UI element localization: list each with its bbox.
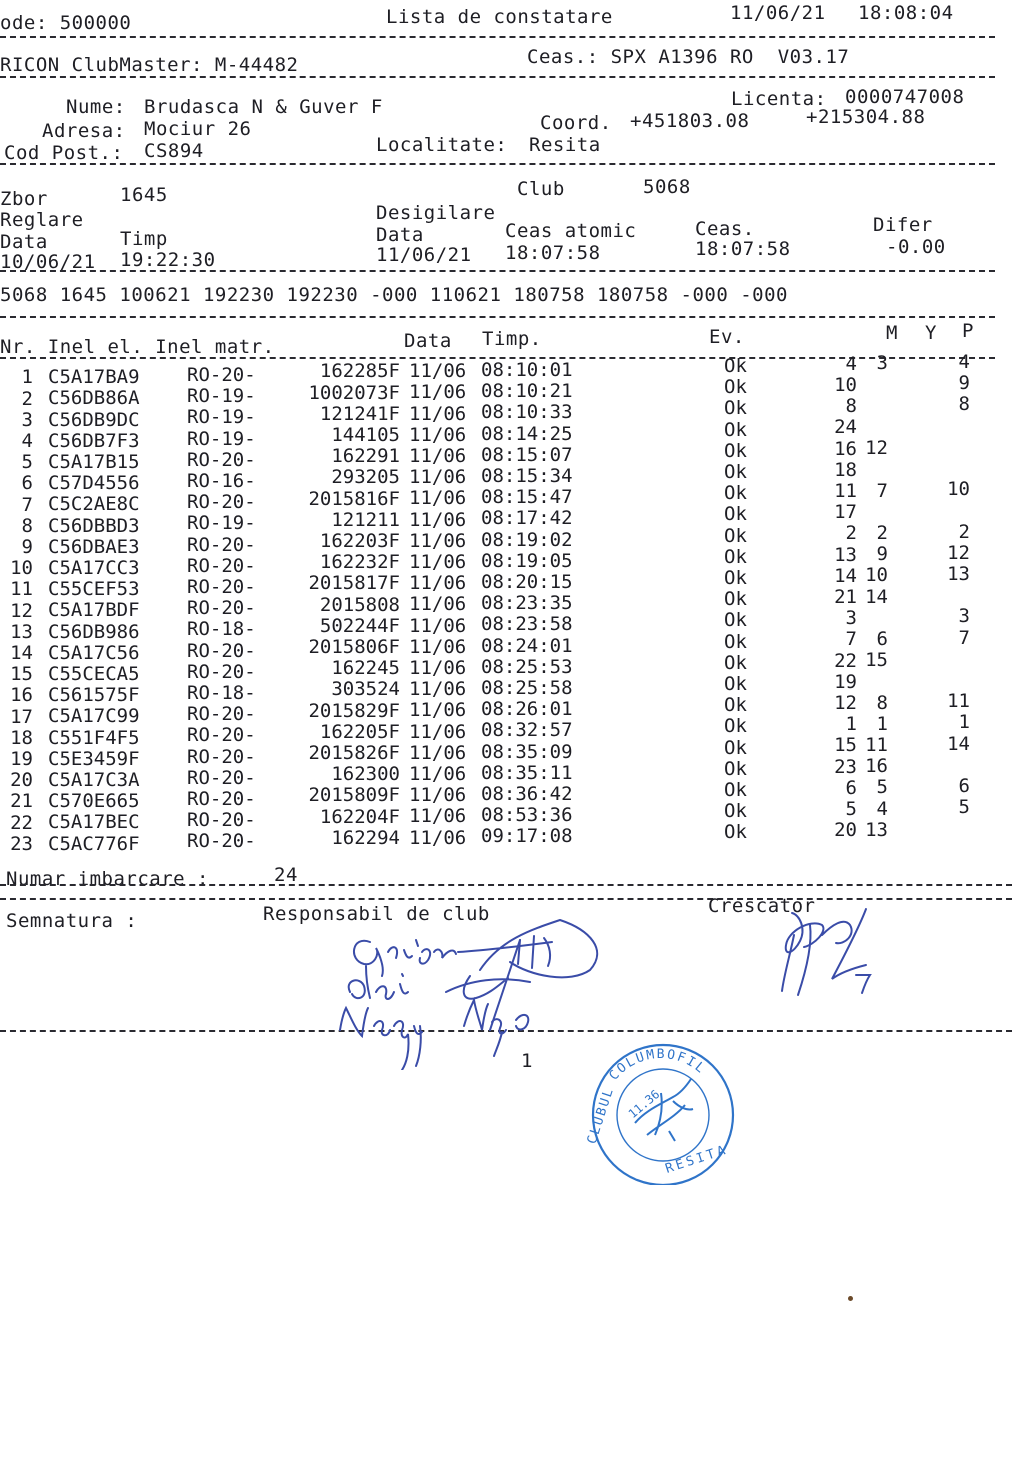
cell-matr: 502244F [319, 614, 400, 637]
cell-pre: RO-19- [187, 385, 256, 408]
clubmaster-id: RICON ClubMaster: M-44482 [0, 54, 299, 76]
cell-c2: 9 [876, 543, 888, 566]
cell-el: C55CEF53 [48, 578, 140, 601]
cell-el: C5A17CC3 [48, 557, 140, 579]
cell-pre: RO-20- [187, 533, 256, 556]
cell-pre: RO-20- [187, 724, 256, 747]
cell-c1: 1 [845, 713, 857, 736]
cell-ev: Ok [724, 757, 747, 780]
cell-date: 11/06 [409, 805, 467, 828]
cell-matr: 162294 [331, 826, 400, 849]
cell-ev: Ok [724, 418, 747, 441]
cell-matr: 162291 [331, 445, 400, 468]
column-header-ev: Ev. [709, 326, 745, 348]
owner-locality: Resita [529, 134, 601, 156]
cell-ev: Ok [724, 800, 747, 823]
cell-pre: RO-19- [187, 512, 256, 535]
reglare-label: Reglare [0, 209, 84, 231]
cell-date: 11/06 [409, 402, 467, 425]
cell-el: C56DB7F3 [48, 429, 140, 452]
cell-el: C5A17C56 [48, 641, 140, 664]
stamp-text-bottom: RESITA [663, 1142, 731, 1177]
coord-lon: +215304.88 [806, 106, 926, 128]
page-number: 1 [521, 1050, 533, 1072]
cell-c3: 4 [958, 350, 970, 373]
owner-name: Brudasca N & Guver F [144, 96, 383, 118]
cell-matr: 162232F [319, 551, 400, 574]
cell-nr: 17 [10, 705, 33, 728]
cell-date: 11/06 [409, 572, 467, 595]
cell-date: 11/06 [409, 360, 467, 383]
cell-time: 08:25:58 [481, 677, 573, 700]
cell-nr: 11 [10, 578, 33, 601]
cell-c3: 1 [958, 711, 970, 734]
cell-pre: RO-16- [187, 469, 256, 492]
cell-time: 08:32:57 [481, 719, 573, 742]
cell-pre: RO-20- [187, 660, 256, 683]
column-header-y: Y [925, 322, 937, 344]
cell-pre: RO-18- [187, 618, 256, 641]
cell-c1: 6 [845, 776, 857, 799]
cell-matr: 2015826F [308, 742, 400, 764]
cell-c2: 7 [876, 479, 888, 502]
cell-c1: 3 [845, 607, 857, 630]
cell-c2: 8 [876, 691, 888, 714]
header-date: 11/06/21 [730, 2, 826, 24]
column-header-rings: Nr. Inel el. Inel matr. [0, 336, 275, 358]
cell-c1: 10 [834, 374, 857, 397]
cell-ev: Ok [724, 779, 747, 802]
cell-nr: 2 [21, 387, 33, 410]
divider [0, 163, 995, 165]
desigilare-label: Desigilare [376, 202, 496, 224]
cell-c1: 12 [834, 692, 857, 715]
cell-pre: RO-20- [187, 597, 256, 620]
signature-label: Semnatura : [6, 910, 138, 932]
timp-label: Timp [120, 228, 168, 250]
cell-nr: 19 [10, 748, 33, 771]
cell-ev: Ok [724, 524, 747, 547]
divider [0, 76, 995, 78]
locality-label: Localitate: [376, 134, 508, 156]
ink-speck [848, 1296, 853, 1301]
cell-matr: 1002073F [308, 381, 400, 404]
cell-pre: RO-20- [187, 830, 256, 853]
cell-time: 08:10:01 [481, 359, 573, 382]
cell-c3: 10 [947, 478, 970, 501]
cell-time: 08:17:42 [481, 507, 573, 530]
cell-nr: 10 [10, 557, 33, 580]
cell-pre: RO-19- [187, 427, 256, 450]
cell-c1: 18 [834, 458, 857, 481]
cell-matr: 2015829F [308, 699, 400, 722]
cell-el: C5A17BDF [48, 599, 140, 622]
code-label: ode: 500000 [0, 12, 132, 34]
cell-el: C56DBAE3 [48, 535, 140, 558]
cell-nr: 14 [10, 642, 33, 665]
cell-pre: RO-20- [187, 703, 256, 726]
column-header-time: Timp. [482, 328, 542, 350]
cell-nr: 6 [21, 472, 33, 495]
cell-ev: Ok [724, 376, 747, 399]
name-label: Nume: [66, 96, 126, 118]
cell-matr: 162204F [319, 805, 400, 828]
cell-pre: RO-20- [187, 575, 256, 598]
difer-label: Difer [873, 214, 933, 236]
cell-c2: 13 [865, 818, 888, 841]
cell-time: 08:36:42 [481, 783, 573, 806]
ceas-label: Ceas. [695, 218, 755, 240]
cell-nr: 3 [21, 408, 33, 431]
cell-el: C56DB986 [48, 620, 140, 643]
cell-c3: 13 [947, 562, 970, 585]
cell-c2: 14 [865, 585, 888, 608]
cell-matr: 162300 [331, 763, 400, 786]
cell-pre: RO-20- [187, 554, 256, 577]
cell-pre: RO-20- [187, 809, 256, 832]
cell-ev: Ok [724, 651, 747, 674]
cell-date: 11/06 [409, 508, 467, 531]
cell-matr: 162285F [319, 360, 400, 383]
cell-time: 08:20:15 [481, 571, 573, 594]
cell-c3: 8 [958, 393, 970, 416]
cell-c3: 11 [947, 690, 970, 713]
cell-date: 11/06 [409, 699, 467, 722]
cell-c1: 23 [834, 755, 857, 778]
cell-c2: 16 [865, 755, 888, 778]
cell-date: 11/06 [409, 529, 467, 552]
data-label: Data [0, 231, 48, 253]
cell-date: 11/06 [409, 826, 467, 849]
cell-time: 08:15:47 [481, 486, 573, 509]
cell-date: 11/06 [409, 720, 467, 743]
cell-date: 11/06 [409, 423, 467, 446]
cell-pre: RO-20- [187, 448, 256, 471]
cell-el: C5A17BEC [48, 811, 140, 834]
cell-time: 08:15:07 [481, 443, 573, 466]
breeder-label: Crescator [708, 895, 816, 917]
cell-time: 08:35:11 [481, 761, 573, 784]
atomic-time: 18:07:58 [505, 242, 601, 264]
cell-nr: 7 [21, 493, 33, 516]
cell-c2: 10 [865, 564, 888, 587]
cell-el: C56DBBD3 [48, 514, 140, 537]
cell-c1: 15 [834, 734, 857, 757]
cell-nr: 9 [21, 536, 33, 559]
cell-c2: 5 [876, 776, 888, 799]
cell-c1: 2 [845, 522, 857, 545]
cell-time: 08:25:53 [481, 655, 573, 678]
boarding-label: Numar imbarcare : [6, 868, 209, 890]
cell-el: C551F4F5 [48, 726, 140, 749]
cell-ev: Ok [724, 673, 747, 696]
club-stamp [575, 1035, 745, 1185]
cell-c2: 6 [876, 627, 888, 650]
cell-matr: 2015808 [319, 593, 400, 616]
cell-pre: RO-18- [187, 681, 256, 704]
cell-el: C561575F [48, 684, 140, 707]
stamp-text-left: CLUBUL [584, 1085, 618, 1146]
cell-date: 11/06 [409, 678, 467, 701]
cell-date: 11/06 [409, 445, 467, 468]
cell-matr: 303524 [331, 678, 400, 701]
cell-nr: 15 [10, 663, 33, 686]
cell-nr: 12 [10, 599, 33, 622]
cell-ev: Ok [724, 355, 747, 378]
cell-el: C57D4556 [48, 472, 140, 495]
cell-ev: Ok [724, 736, 747, 759]
cell-pre: RO-20- [187, 491, 256, 514]
cell-ev: Ok [724, 567, 747, 590]
club-label: Club [517, 178, 565, 200]
cell-c1: 11 [834, 480, 857, 503]
cell-ev: Ok [724, 439, 747, 462]
ceas-time: 18:07:58 [695, 238, 791, 260]
cell-date: 11/06 [409, 551, 467, 574]
club-number: 5068 [643, 176, 691, 198]
cell-time: 08:24:01 [481, 634, 573, 657]
cell-c1: 20 [834, 819, 857, 842]
cell-time: 08:26:01 [481, 698, 573, 721]
cell-ev: Ok [724, 715, 747, 738]
cell-el: C5E3459F [48, 747, 140, 770]
cell-nr: 1 [21, 366, 33, 389]
cell-ev: Ok [724, 503, 747, 526]
cell-nr: 16 [10, 684, 33, 707]
cell-matr: 2015809F [308, 784, 400, 807]
code-line: 5068 1645 100621 192230 192230 -000 110621 180758 180758 -000 -000 [0, 284, 788, 306]
cell-ev: Ok [724, 588, 747, 611]
cell-c3: 7 [958, 626, 970, 649]
cell-ev: Ok [724, 482, 747, 505]
cell-date: 11/06 [409, 381, 467, 404]
cell-time: 08:19:02 [481, 528, 573, 551]
cell-c1: 5 [845, 798, 857, 821]
cell-c1: 17 [834, 501, 857, 524]
coord-lat: +451803.08 [630, 110, 750, 132]
cell-matr: 121211 [331, 508, 400, 531]
cell-c3: 2 [958, 520, 970, 543]
coord-label: Coord. [540, 112, 612, 134]
cell-nr: 5 [21, 451, 33, 474]
data2-label: Data [376, 224, 424, 246]
document-title: Lista de constatare [386, 6, 613, 28]
cell-time: 08:23:35 [481, 592, 573, 615]
clock-id: Ceas.: SPX A1396 RO V03.17 [527, 46, 850, 68]
cell-nr: 13 [10, 620, 33, 643]
cell-nr: 23 [10, 832, 33, 855]
cell-time: 08:10:21 [481, 380, 573, 403]
cell-matr: 2015816F [308, 487, 400, 510]
owner-address: Mociur 26 [144, 118, 252, 140]
postcode-label: Cod Post.: [4, 142, 124, 164]
cell-matr: 293205 [331, 466, 400, 489]
cell-c2: 2 [876, 521, 888, 544]
cell-nr: 18 [10, 726, 33, 749]
cell-c2: 11 [865, 733, 888, 756]
column-header-m: M [886, 322, 898, 344]
cell-c2: 12 [865, 437, 888, 460]
cell-matr: 162203F [319, 530, 400, 552]
cell-nr: 22 [10, 811, 33, 834]
cell-time: 08:15:34 [481, 465, 573, 488]
atomic-label: Ceas atomic [505, 220, 637, 242]
header-time: 18:08:04 [858, 2, 954, 24]
divider [0, 316, 995, 318]
cell-c3: 14 [947, 732, 970, 755]
cell-c3: 3 [958, 605, 970, 628]
zbor-number: 1645 [120, 184, 168, 206]
column-header-date: Data [404, 330, 452, 352]
cell-ev: Ok [724, 609, 747, 632]
cell-c1: 14 [834, 564, 857, 587]
reglare-date: 10/06/21 [0, 251, 96, 273]
cell-time: 08:53:36 [481, 804, 573, 827]
address-label: Adresa: [42, 120, 126, 142]
cell-c1: 13 [834, 543, 857, 566]
cell-time: 08:14:25 [481, 422, 573, 445]
cell-el: C56DB86A [48, 387, 140, 410]
cell-ev: Ok [724, 545, 747, 568]
divider [0, 36, 995, 38]
cell-date: 11/06 [409, 487, 467, 510]
cell-matr: 121241F [319, 402, 400, 425]
cell-nr: 21 [10, 790, 33, 813]
cell-date: 11/06 [409, 763, 467, 786]
cell-matr: 2015817F [308, 572, 400, 595]
cell-c2: 4 [876, 797, 888, 820]
cell-c3: 12 [947, 541, 970, 564]
cell-time: 08:35:09 [481, 740, 573, 763]
cell-ev: Ok [724, 821, 747, 844]
cell-date: 11/06 [409, 657, 467, 680]
cell-nr: 20 [10, 769, 33, 792]
cell-pre: RO-20- [187, 787, 256, 810]
cell-matr: 162205F [319, 720, 400, 743]
cell-nr: 4 [21, 430, 33, 453]
cell-ev: Ok [724, 461, 747, 484]
cell-pre: RO-20- [187, 745, 256, 768]
cell-ev: Ok [724, 397, 747, 420]
cell-time: 08:10:33 [481, 401, 573, 424]
boarding-count: 24 [274, 864, 298, 886]
divider [0, 270, 995, 272]
cell-el: C55CECA5 [48, 663, 140, 685]
desig-date: 11/06/21 [376, 244, 472, 266]
breeder-signature [770, 895, 890, 1005]
cell-ev: Ok [724, 694, 747, 717]
owner-postcode: CS894 [144, 140, 204, 162]
cell-el: C5A17B15 [48, 451, 140, 473]
cell-time: 09:17:08 [481, 825, 573, 848]
cell-c1: 7 [845, 628, 857, 651]
cell-el: C56DB9DC [48, 408, 140, 431]
cell-pre: RO-20- [187, 639, 256, 662]
cell-el: C5A17BA9 [48, 366, 140, 389]
cell-el: C570E665 [48, 790, 140, 813]
cell-c1: 4 [845, 352, 857, 375]
cell-time: 08:19:05 [481, 549, 573, 572]
cell-c2: 15 [865, 649, 888, 672]
cell-c1: 22 [834, 649, 857, 672]
stamp-text-top: COLUMBOFIL [606, 1047, 709, 1084]
cell-c1: 16 [834, 437, 857, 460]
cell-pre: RO-20- [187, 363, 256, 386]
cell-time: 08:23:58 [481, 613, 573, 636]
club-responsible-label: Responsabil de club [263, 903, 490, 925]
cell-c1: 24 [834, 416, 857, 439]
cell-pre: RO-19- [187, 406, 256, 429]
cell-pre: RO-20- [187, 766, 256, 789]
column-header-p: P [962, 320, 974, 342]
difer-value: -0.00 [886, 236, 946, 258]
cell-c3: 6 [958, 774, 970, 797]
reglare-time: 19:22:30 [120, 249, 216, 271]
licence-label: Licenta: [731, 88, 827, 110]
cell-date: 11/06 [409, 593, 467, 616]
cell-ev: Ok [724, 630, 747, 653]
cell-c2: 1 [876, 712, 888, 735]
cell-c3: 5 [958, 796, 970, 819]
cell-el: C5A17C3A [48, 769, 140, 791]
cell-el: C5C2AE8C [48, 493, 140, 516]
cell-matr: 144105 [331, 424, 400, 446]
zbor-label: Zbor [0, 188, 48, 210]
cell-nr: 8 [21, 514, 33, 537]
cell-matr: 162245 [331, 657, 400, 680]
cell-date: 11/06 [409, 635, 467, 658]
cell-date: 11/06 [409, 614, 467, 637]
cell-el: C5AC776F [48, 832, 140, 855]
cell-el: C5A17C99 [48, 705, 140, 728]
cell-date: 11/06 [409, 741, 467, 764]
cell-c2: 3 [876, 352, 888, 375]
cell-c1: 21 [834, 586, 857, 609]
cell-c1: 19 [834, 670, 857, 693]
cell-c1: 8 [845, 395, 857, 418]
cell-c3: 9 [958, 372, 970, 395]
cell-date: 11/06 [409, 466, 467, 489]
licence-number: 0000747008 [845, 86, 965, 108]
cell-date: 11/06 [409, 784, 467, 807]
cell-matr: 2015806F [308, 636, 400, 658]
stamp-text-center: 11.36 [625, 1087, 663, 1122]
